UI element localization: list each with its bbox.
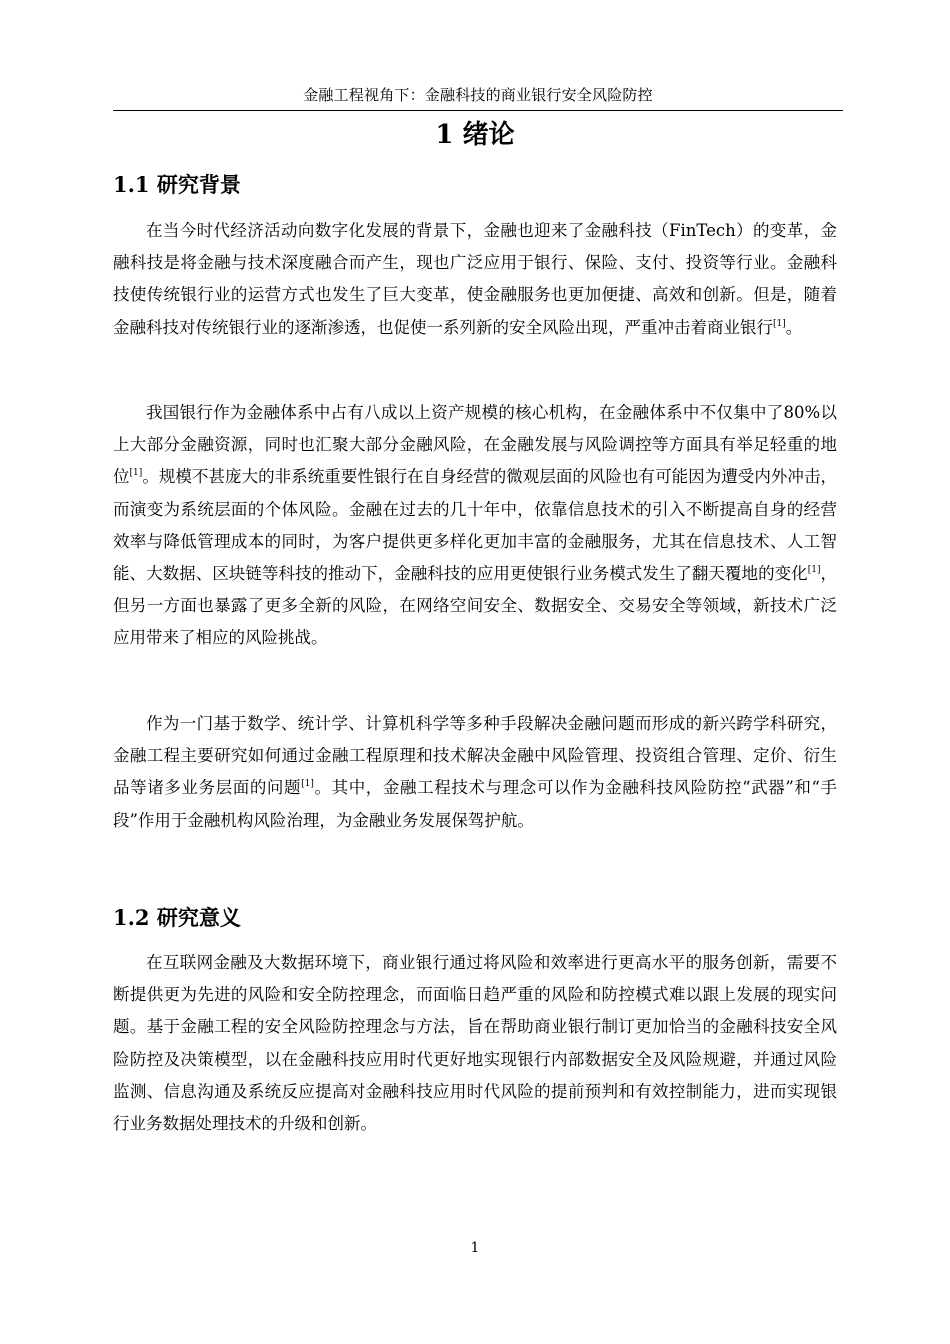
paragraph-text-mid: 。规模不甚庞大的非系统重要性银行在自身经营的微观层面的风险也有可能因为遭受内外冲击，而演变为系统层面的个体风险。金融在过去的几十年中，依靠信息技术的引入不断提高自身的经营效率与降低管理成本的同时，为客户提供更多样化更加丰富的金融服务，尤其在信息技术、人工智能、大数据、区块链等科技的推动下，金融科技的应用更使银行业务模式发生了翻天覆地的变化 — [113, 467, 838, 584]
citation-ref: [1] — [129, 468, 143, 479]
citation-ref: [1] — [301, 779, 314, 790]
paragraph-text: 在当今时代经济活动向数字化发展的背景下，金融也迎来了金融科技（FinTech）的变革，金融科技是将金融与技术深度融合而产生，现也广泛应用于银行、保险、支付、投资等行业。金融科技使传统银行业的运营方式也发生了巨大变革，使金融服务也更加便捷、高效和创新。但是，随着金融科技对传统银行业的逐渐渗透，也促使一系列新的安全风险出现，严重冲击着商业银行 — [113, 221, 837, 337]
paragraph-background-3 — [113, 708, 837, 837]
paragraph-text-tail: ，但另一方面也暴露了更多全新的风险，在网络空间安全、数据安全、交易安全等领域，新技术广泛应用带来了相应的风险挑战。 — [113, 564, 838, 648]
citation-ref: [1] — [807, 565, 821, 576]
running-header: 金融工程视角下：金融科技的商业银行安全风险防控 — [303, 86, 653, 104]
section-title-significance: 1.2 研究意义 — [113, 905, 241, 930]
paragraph-significance-1 — [113, 947, 837, 1140]
header-rule — [113, 110, 843, 111]
paragraph-text-tail: 。 — [785, 317, 803, 337]
section-title-background: 1.1 研究背景 — [113, 172, 241, 197]
paragraph-text: 在互联网金融及大数据环境下，商业银行通过将风险和效率进行更高水平的服务创新，需要不断提供更为先进的风险和安全防控理念，而面临日趋严重的风险和防控模式难以跟上发展的现实问题。基于金融工程的安全风险防控理念与方法，旨在帮助商业银行制订更加恰当的金融科技安全风险防控及决策模型，以在金融科技应用时代更好地实现银行内部数据安全及风险规避，并通过风险监测、信息沟通及系统反应提高对金融科技应用时代风险的提前预判和有效控制能力，进而实现银行业务数据处理技术的升级和创新。 — [113, 953, 837, 1134]
paragraph-background-2 — [113, 397, 837, 655]
page-number: 1 — [470, 1240, 480, 1256]
citation-ref: [1] — [773, 318, 786, 329]
paragraph-text: 作为一门基于数学、统计学、计算机科学等多种手段解决金融问题而形成的新兴跨学科研究，金融工程主要研究如何通过金融工程原理和技术解决金融中风险管理、投资组合管理、定价、衍生品等诸多业务层面的问题 — [113, 714, 837, 798]
paragraph-text: 我国银行作为金融体系中占有八成以上资产规模的核心机构，在金融体系中不仅集中了80%以上大部分金融资源，同时也汇聚大部分金融风险，在金融发展与风险调控等方面具有举足轻重的地位 — [113, 403, 837, 487]
chapter-title: 1 绪论 — [435, 120, 515, 150]
paragraph-background-1 — [113, 215, 837, 344]
paragraph-text-tail: 。其中，金融工程技术与理念可以作为金融科技风险防控“武器”和“手段”作用于金融机构风险治理，为金融业务发展保驾护航。 — [113, 778, 837, 830]
